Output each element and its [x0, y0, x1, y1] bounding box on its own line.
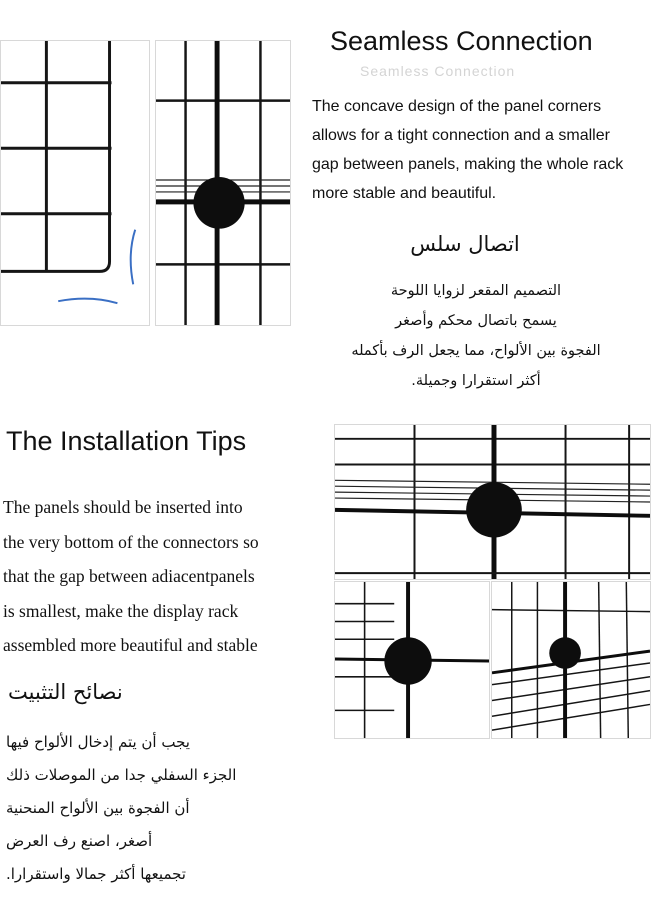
- text-line: The panels should be inserted into: [3, 497, 243, 517]
- text-line: that the gap between adiacentpanels: [3, 566, 255, 586]
- panel-corner-photo: [0, 40, 150, 326]
- installation-title-ar: نصائح التثبيت: [8, 680, 123, 704]
- text-line: allows for a tight connection and a smaller: [312, 127, 610, 144]
- text-line: تجميعها أكثر جمالا واستقرارا.: [6, 865, 186, 883]
- insertion-corner-photo: [491, 581, 651, 739]
- seamless-title-ar: اتصال سلس: [410, 232, 520, 256]
- text-line: يجب أن يتم إدخال الألواح فيها: [6, 733, 190, 751]
- seamless-body-ar: [296, 276, 656, 396]
- text-line: الفجوة بين الألواح، مما يجعل الرف بأكمله: [351, 343, 601, 359]
- text-line: more stable and beautiful.: [312, 185, 497, 202]
- text-line: يسمح باتصال محكم وأصغر: [395, 313, 557, 329]
- text-line: أصغر، اصنع رف العرض: [6, 832, 153, 850]
- connector-closeup-image: [156, 41, 290, 325]
- connector-closeup-photo: [155, 40, 291, 326]
- insertion-corner-image: [492, 582, 650, 738]
- insertion-side-photo: [334, 581, 490, 739]
- text-line: أن الفجوة بين الألواح المنحنية: [6, 799, 190, 817]
- text-line: أكثر استقرارا وجميلة.: [411, 373, 541, 389]
- installation-title: The Installation Tips: [6, 426, 247, 456]
- seamless-ghost-subtitle: Seamless Connection: [360, 63, 516, 79]
- rack-connector-image: [335, 425, 650, 579]
- text-line: The concave design of the panel corners: [312, 98, 602, 115]
- text-line: التصميم المقعر لزوايا اللوحة: [390, 283, 562, 299]
- seamless-title: Seamless Connection: [330, 26, 593, 56]
- rack-connector-photo: [334, 424, 651, 580]
- seamless-body-en: [312, 92, 660, 208]
- panel-corner-image: [1, 41, 149, 325]
- text-line: الجزء السفلي جدا من الموصلات ذلك: [6, 766, 237, 784]
- text-line: the very bottom of the connectors so: [3, 531, 259, 552]
- insertion-side-image: [335, 582, 489, 738]
- text-line: is smallest, make the display rack: [3, 600, 239, 621]
- installation-body-ar: [6, 726, 351, 891]
- text-line: assembled more beautiful and stable: [3, 635, 258, 655]
- installation-body-en: [3, 490, 333, 663]
- text-line: gap between panels, making the whole rack: [312, 156, 624, 173]
